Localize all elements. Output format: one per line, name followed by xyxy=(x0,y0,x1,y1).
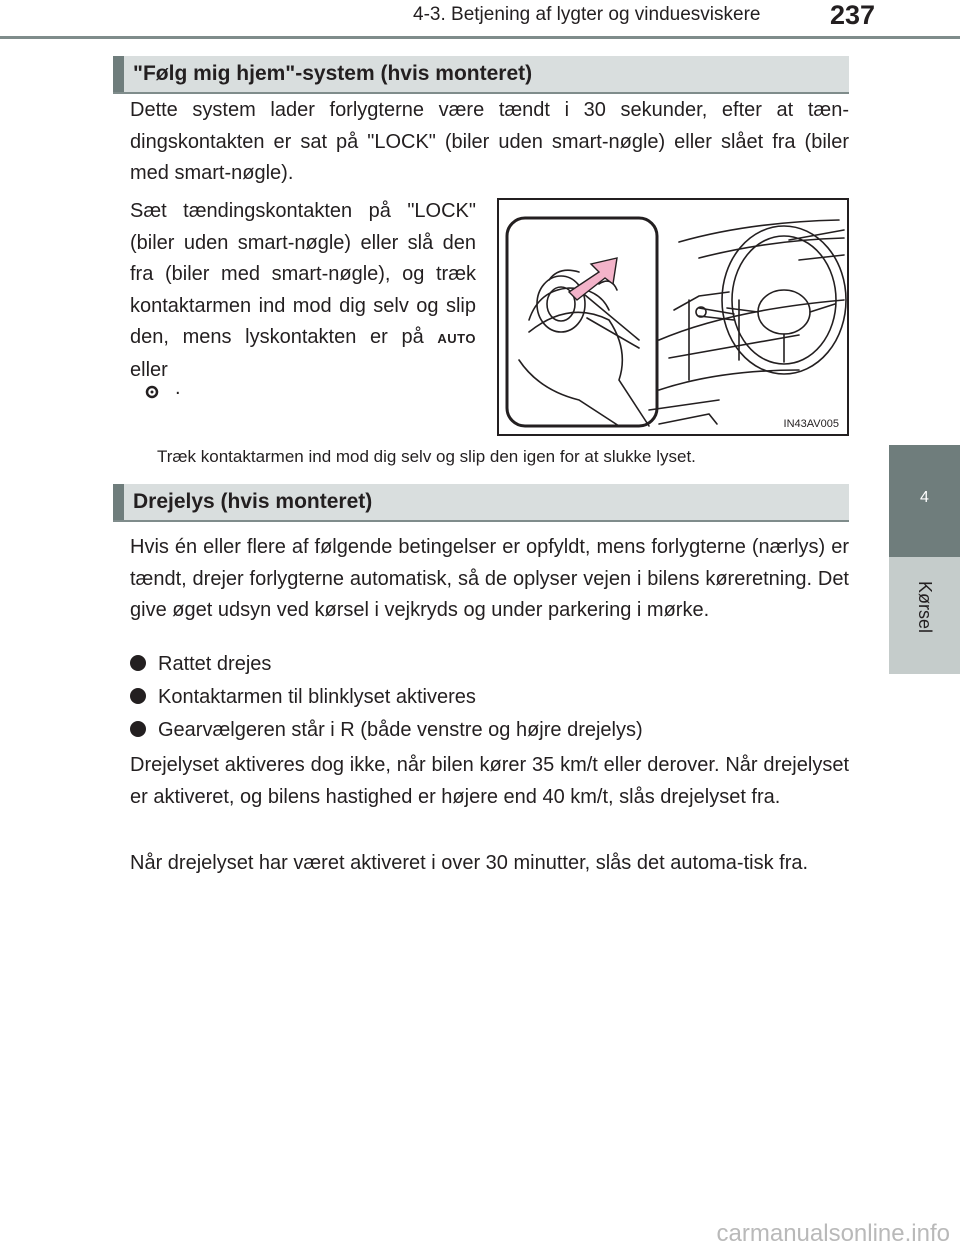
section-heading-cornering-light xyxy=(113,484,849,522)
section2-timeout-paragraph: Når drejelyset har været aktiveret i over 30 minutter, slås det automa-tisk fra. xyxy=(130,852,809,874)
section-heading-label: Drejelys (hvis monteret) xyxy=(133,490,373,513)
section-heading-label: "Følg mig hjem"-system (hvis monteret) xyxy=(133,62,533,85)
header-title: 4-3. Betjening af lygter og vinduesviskere xyxy=(413,4,761,25)
auto-symbol: AUTO xyxy=(437,331,476,346)
end-period: . xyxy=(175,377,181,399)
list-item xyxy=(130,719,643,742)
watermark: carmanualsonline.info xyxy=(716,1220,950,1247)
headlight-lamp-symbol xyxy=(145,377,185,408)
section1-intro: Dette system lader forlygterne være tændt i 30 sekunder, efter at tæn-dingskontakten er sat på "LOCK" (biler uden smart-nøgle) eller slået fra (biler med smart-nøgle). xyxy=(130,99,849,184)
figure-caption: Træk kontaktarmen ind mod dig selv og slip den igen for at slukke lyset. xyxy=(157,447,696,466)
section2-speed-paragraph: Drejelyset aktiveres dog ikke, når bilen kører 35 km/t eller derover. Når drejelyset er aktiveret, og bilens hastighed er højere end 40 km/t, slås drejelyset fra. xyxy=(130,754,849,808)
or-word: eller xyxy=(130,358,168,381)
chapter-label: Kørsel xyxy=(915,581,935,634)
figure-lever-illustration xyxy=(497,198,849,436)
list-item xyxy=(130,686,476,709)
list-item-text: Kontaktarmen til blinklyset aktiveres xyxy=(158,686,476,708)
list-item-text: Rattet drejes xyxy=(158,653,272,675)
chapter-side-label xyxy=(889,557,960,674)
chapter-number: 4 xyxy=(920,489,929,506)
instruction-text: Sæt tændingskontakten på "LOCK" (biler uden smart-nøgle) eller slå den fra (biler med smart-nøgle), og træk kontaktarmen ind mod dig selv og slip den, mens lyskontakten er på xyxy=(130,200,476,348)
heading-bar xyxy=(113,56,124,92)
list-item-text: Gearvælgeren står i R (både venstre og højre drejelys) xyxy=(158,719,643,741)
illustration-svg xyxy=(499,200,847,434)
page-number: 237 xyxy=(830,0,876,30)
list-item xyxy=(130,653,271,676)
bullet-icon xyxy=(130,655,146,671)
header-rule xyxy=(0,36,960,39)
section-heading-follow-me-home xyxy=(113,56,849,94)
figure-code: IN43AV005 xyxy=(783,418,839,430)
chapter-tab xyxy=(889,445,960,557)
bullet-icon xyxy=(130,721,146,737)
heading-bar xyxy=(113,484,124,520)
section2-intro: Hvis én eller flere af følgende betingelser er opfyldt, mens forlygterne (nærlys) er tændt, drejer forlygterne automatisk, så de oplyser vejen i bilens køreretning. Det give øget udsyn ved kørsel i vejkryds og under parkering i mørke. xyxy=(130,536,849,621)
bullet-icon xyxy=(130,688,146,704)
section1-instruction xyxy=(130,196,476,386)
